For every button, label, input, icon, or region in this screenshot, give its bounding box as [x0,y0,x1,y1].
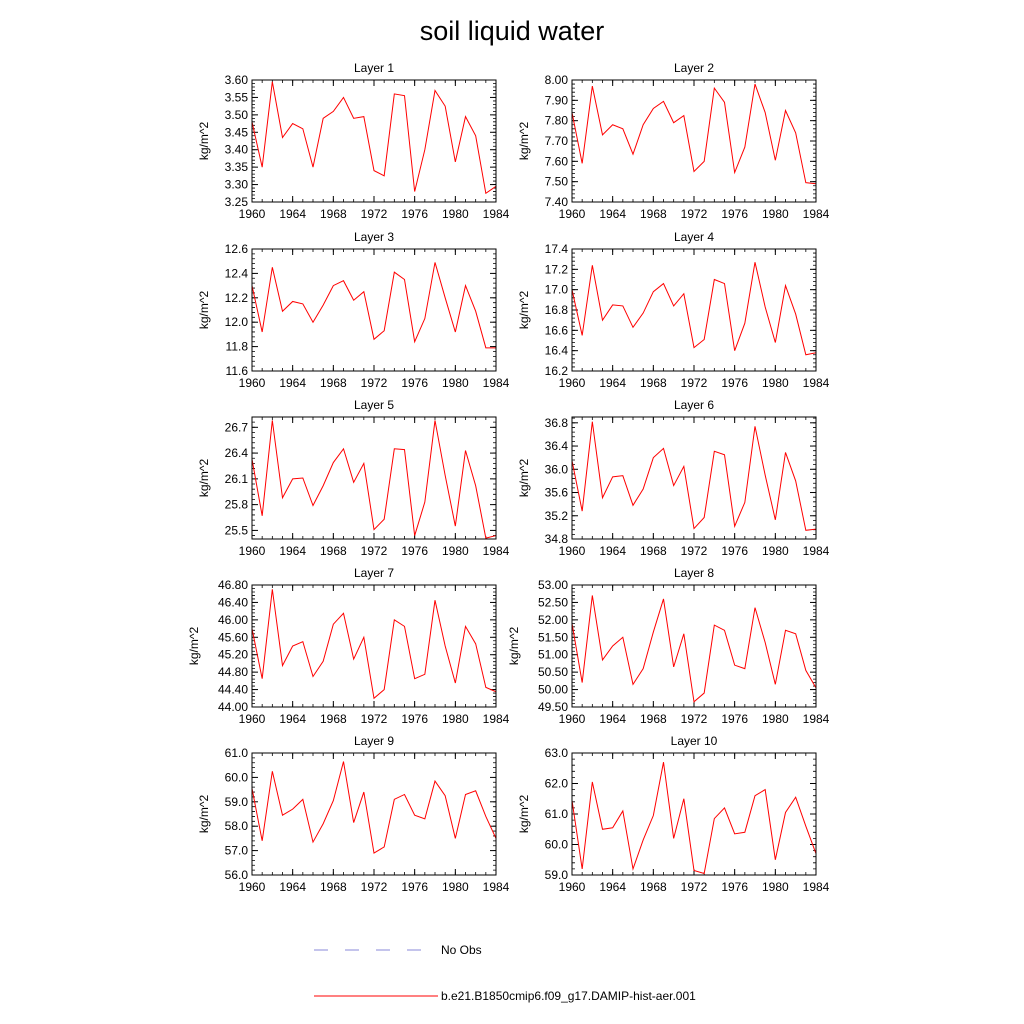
x-tick-label: 1976 [401,376,429,390]
y-tick-label: 12.6 [224,242,248,256]
panel-title: Layer 6 [673,398,715,412]
y-tick-label: 3.50 [224,107,248,122]
y-tick-label: 7.60 [544,154,568,169]
panel-title: Layer 10 [670,734,718,748]
y-tick-label: 26.4 [224,446,248,461]
x-tick-label: 1972 [680,376,708,390]
x-tick-label: 1968 [639,544,667,558]
x-tick-label: 1968 [319,712,347,726]
y-tick-label: 62.0 [544,776,568,791]
x-tick-label: 1972 [360,880,388,894]
x-tick-label: 1976 [401,712,429,726]
y-tick-label: 7.40 [544,195,568,209]
legend-no-obs-label: No Obs [441,943,482,957]
y-tick-label: 7.80 [544,113,568,128]
y-tick-label: 46.40 [217,595,248,610]
x-tick-label: 1984 [802,712,830,726]
x-tick-label: 1976 [721,880,749,894]
y-tick-label: 61.0 [544,807,568,821]
y-tick-label: 59.0 [544,868,568,882]
x-tick-label: 1968 [319,207,347,221]
panel-title: Layer 2 [673,61,715,75]
y-tick-label: 36.8 [544,415,568,430]
x-tick-label: 1960 [238,712,266,726]
x-tick-label: 1976 [721,376,749,390]
y-tick-label: 57.0 [224,843,248,858]
y-tick-label: 44.80 [217,665,248,680]
x-tick-label: 1964 [279,544,307,558]
y-axis-label: kg/m^2 [517,121,531,161]
x-tick-label: 1984 [802,880,830,894]
y-tick-label: 16.2 [544,364,568,378]
y-tick-label: 58.0 [224,819,248,834]
y-tick-label: 44.00 [217,700,248,714]
y-tick-label: 25.5 [224,523,248,538]
y-tick-label: 49.50 [537,700,568,714]
panel-title: Layer 3 [353,230,395,244]
x-tick-label: 1980 [761,544,789,558]
x-tick-label: 1968 [319,544,347,558]
x-tick-label: 1972 [680,544,708,558]
y-tick-label: 61.0 [224,746,248,760]
x-tick-label: 1984 [802,376,830,390]
panel-title: Layer 9 [353,734,395,748]
panel-title: Layer 8 [673,566,715,580]
x-tick-label: 1984 [482,712,510,726]
y-tick-label: 3.35 [224,160,248,175]
x-tick-label: 1976 [401,207,429,221]
x-tick-label: 1980 [441,376,469,390]
x-tick-label: 1964 [599,712,627,726]
x-tick-label: 1964 [599,376,627,390]
x-tick-label: 1964 [279,207,307,221]
y-tick-label: 16.8 [544,303,568,317]
y-tick-label: 12.2 [224,290,248,305]
x-tick-label: 1984 [482,544,510,558]
y-tick-label: 7.50 [544,174,568,189]
x-tick-label: 1984 [802,544,830,558]
x-tick-label: 1960 [238,207,266,221]
y-tick-label: 52.00 [537,612,568,627]
y-tick-label: 60.0 [544,837,568,852]
y-tick-label: 3.25 [224,195,248,209]
panel-title: Layer 4 [673,230,715,244]
x-tick-label: 1960 [558,712,586,726]
x-tick-label: 1976 [401,544,429,558]
y-tick-label: 16.6 [544,323,568,338]
x-tick-label: 1968 [319,880,347,894]
x-tick-label: 1972 [360,207,388,221]
y-tick-label: 34.8 [544,532,568,546]
x-tick-label: 1968 [639,376,667,390]
x-tick-label: 1960 [558,207,586,221]
y-tick-label: 50.50 [537,665,568,680]
x-tick-label: 1964 [279,376,307,390]
panel-title: Layer 7 [353,566,395,580]
y-axis-label: kg/m^2 [197,121,211,161]
x-tick-label: 1976 [721,712,749,726]
y-tick-label: 26.7 [224,420,248,435]
y-tick-label: 51.50 [537,630,568,645]
y-tick-label: 26.1 [224,471,248,486]
y-tick-label: 3.60 [224,73,248,87]
x-tick-label: 1964 [599,544,627,558]
x-tick-label: 1980 [441,544,469,558]
x-tick-label: 1972 [680,207,708,221]
y-tick-label: 59.0 [224,794,248,809]
x-tick-label: 1960 [558,880,586,894]
y-tick-label: 3.30 [224,177,248,192]
x-tick-label: 1964 [279,880,307,894]
y-tick-label: 8.00 [544,73,568,87]
y-tick-label: 17.4 [544,242,568,256]
y-tick-label: 7.70 [544,134,568,148]
x-tick-label: 1984 [802,207,830,221]
y-axis-label: kg/m^2 [197,794,211,834]
x-tick-label: 1984 [482,880,510,894]
y-tick-label: 35.6 [544,485,568,500]
x-tick-label: 1960 [238,376,266,390]
y-tick-label: 7.90 [544,93,568,108]
figure-title: soil liquid water [419,16,605,46]
x-tick-label: 1980 [761,880,789,894]
x-tick-label: 1980 [441,712,469,726]
y-tick-label: 45.60 [217,630,248,645]
x-tick-label: 1968 [319,376,347,390]
y-axis-label: kg/m^2 [517,458,531,498]
panel-title: Layer 5 [353,398,395,412]
y-tick-label: 16.4 [544,343,568,358]
panel-title: Layer 1 [353,61,395,75]
y-axis-label: kg/m^2 [197,290,211,330]
x-tick-label: 1980 [761,712,789,726]
legend-model-label: b.e21.B1850cmip6.f09_g17.DAMIP-hist-aer.001 [441,989,696,1003]
y-axis-label: kg/m^2 [187,626,201,666]
y-tick-label: 12.4 [224,266,248,281]
y-axis-label: kg/m^2 [507,626,521,666]
y-tick-label: 12.0 [224,315,248,330]
x-tick-label: 1972 [360,544,388,558]
x-tick-label: 1972 [360,712,388,726]
x-tick-label: 1984 [482,376,510,390]
x-tick-label: 1976 [401,880,429,894]
x-tick-label: 1964 [599,207,627,221]
x-tick-label: 1960 [558,544,586,558]
y-tick-label: 35.2 [544,508,568,523]
x-tick-label: 1984 [482,207,510,221]
x-tick-label: 1980 [761,376,789,390]
y-tick-label: 50.00 [537,682,568,697]
x-tick-label: 1968 [639,880,667,894]
y-tick-label: 53.00 [537,578,568,592]
x-tick-label: 1960 [238,544,266,558]
x-tick-label: 1964 [599,880,627,894]
y-tick-label: 11.6 [225,364,248,378]
y-tick-label: 3.45 [224,125,248,140]
x-tick-label: 1972 [360,376,388,390]
y-axis-label: kg/m^2 [517,290,531,330]
y-axis-label: kg/m^2 [197,458,211,498]
x-tick-label: 1980 [441,207,469,221]
x-tick-label: 1972 [680,712,708,726]
y-axis-label: kg/m^2 [517,794,531,834]
x-tick-label: 1960 [558,376,586,390]
y-tick-label: 45.20 [217,647,248,662]
y-tick-label: 3.55 [224,90,248,105]
y-tick-label: 52.50 [537,595,568,610]
x-tick-label: 1976 [721,544,749,558]
x-tick-label: 1968 [639,207,667,221]
x-tick-label: 1964 [279,712,307,726]
y-tick-label: 3.40 [224,142,248,157]
y-tick-label: 56.0 [224,868,248,882]
y-tick-label: 17.2 [544,262,568,277]
x-tick-label: 1976 [721,207,749,221]
y-tick-label: 51.00 [537,647,568,662]
y-tick-label: 11.8 [225,339,248,354]
y-tick-label: 44.40 [217,682,248,697]
y-tick-label: 60.0 [224,770,248,785]
y-tick-label: 17.0 [544,282,568,297]
y-tick-label: 46.80 [217,578,248,592]
x-tick-label: 1968 [639,712,667,726]
y-tick-label: 36.4 [544,439,568,454]
x-tick-label: 1972 [680,880,708,894]
x-tick-label: 1980 [441,880,469,894]
x-tick-label: 1960 [238,880,266,894]
y-tick-label: 36.0 [544,462,568,477]
y-tick-label: 63.0 [544,746,568,760]
y-tick-label: 25.8 [224,497,248,512]
x-tick-label: 1980 [761,207,789,221]
y-tick-label: 46.00 [217,612,248,627]
